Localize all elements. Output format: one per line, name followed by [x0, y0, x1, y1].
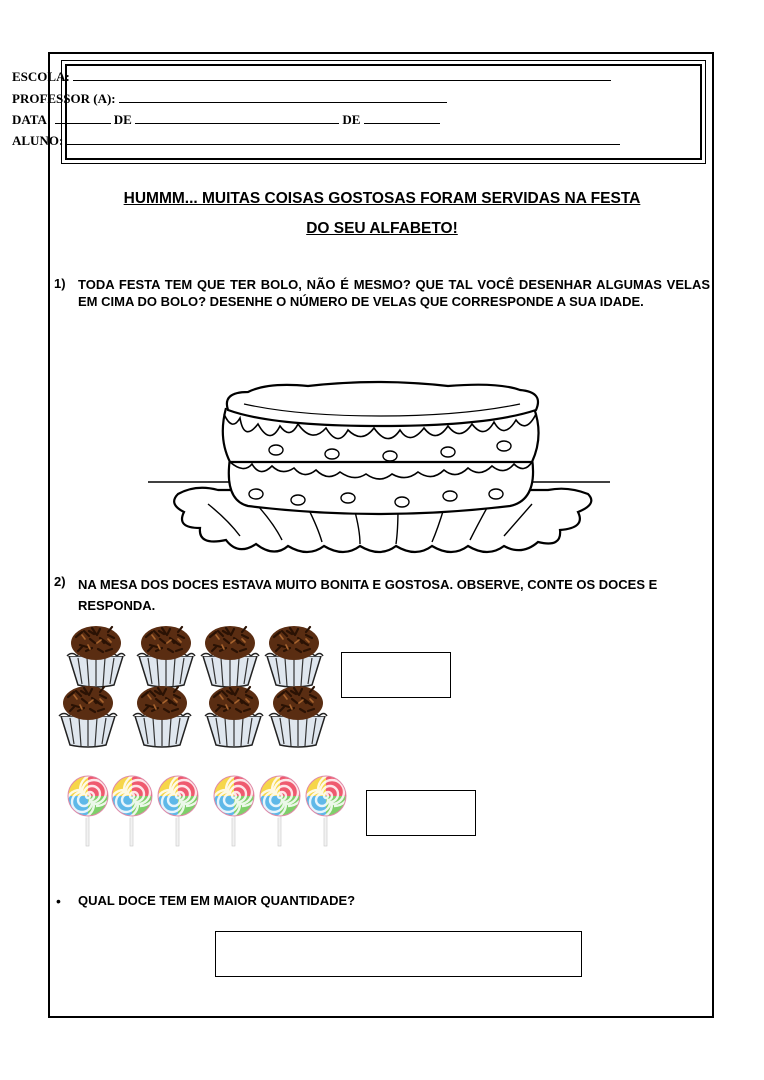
- answer-box-largest-quantity[interactable]: [215, 931, 582, 977]
- lollipop-image: [66, 775, 110, 847]
- lollipop-image: [212, 775, 256, 847]
- brigadeiro-image: [64, 623, 128, 689]
- professor-line: [12, 91, 447, 107]
- bullet-question-text: QUAL DOCE TEM EM MAIOR QUANTIDADE?: [78, 893, 356, 908]
- professor-field[interactable]: [119, 92, 447, 103]
- lollipops-count-box[interactable]: [366, 790, 476, 836]
- data-year-field[interactable]: [364, 113, 440, 124]
- de-label-2: DE: [342, 112, 361, 127]
- data-label: DATA:: [12, 112, 52, 127]
- page-title-line-1: HUMMM... MUITAS COISAS GOSTOSAS FORAM SERVIDAS NA FESTA: [123, 190, 641, 207]
- brigadeiro-image: [202, 683, 266, 749]
- escola-line: [12, 69, 611, 85]
- lollipop-image: [156, 775, 200, 847]
- lollipop-image: [110, 775, 154, 847]
- lollipop-image: [304, 775, 348, 847]
- professor-label: PROFESSOR (A):: [12, 91, 116, 106]
- brigadeiro-image: [130, 683, 194, 749]
- aluno-line: ALUNO:: [12, 133, 620, 149]
- brigadeiro-image: [198, 623, 262, 689]
- data-day-field[interactable]: [55, 113, 111, 124]
- aluno-field[interactable]: [67, 134, 620, 145]
- page-title-line-2: DO SEU ALFABETO!: [306, 220, 458, 237]
- cake-drawing[interactable]: [148, 378, 616, 558]
- data-month-field[interactable]: [135, 113, 339, 124]
- brigadeiros-count-box[interactable]: [341, 652, 451, 698]
- brigadeiro-image: [56, 683, 120, 749]
- brigadeiro-image: [266, 683, 330, 749]
- brigadeiro-image: [134, 623, 198, 689]
- brigadeiro-image: [262, 623, 326, 689]
- question-1-number: 1): [54, 276, 66, 291]
- lollipop-image: [258, 775, 302, 847]
- de-label-1: DE: [113, 112, 132, 127]
- question-2-number: 2): [54, 574, 66, 589]
- bullet-marker: •: [56, 893, 61, 909]
- question-1-text: TODA FESTA TEM QUE TER BOLO, NÃO É MESMO? QUE TAL VOCÊ DESENHAR ALGUMAS VELAS EM CIMA DO BOLO? DESENHE O NÚMERO DE VELAS QUE CORRESPONDE A SUA IDADE.: [78, 277, 710, 309]
- aluno-label: ALUNO: [12, 133, 59, 148]
- escola-label: ESCOLA:: [12, 69, 70, 84]
- question-2-text: NA MESA DOS DOCES ESTAVA MUITO BONITA E GOSTOSA. OBSERVE, CONTE OS DOCES E RESPONDA.: [78, 577, 658, 613]
- data-line: [12, 112, 440, 128]
- escola-field[interactable]: [73, 70, 611, 81]
